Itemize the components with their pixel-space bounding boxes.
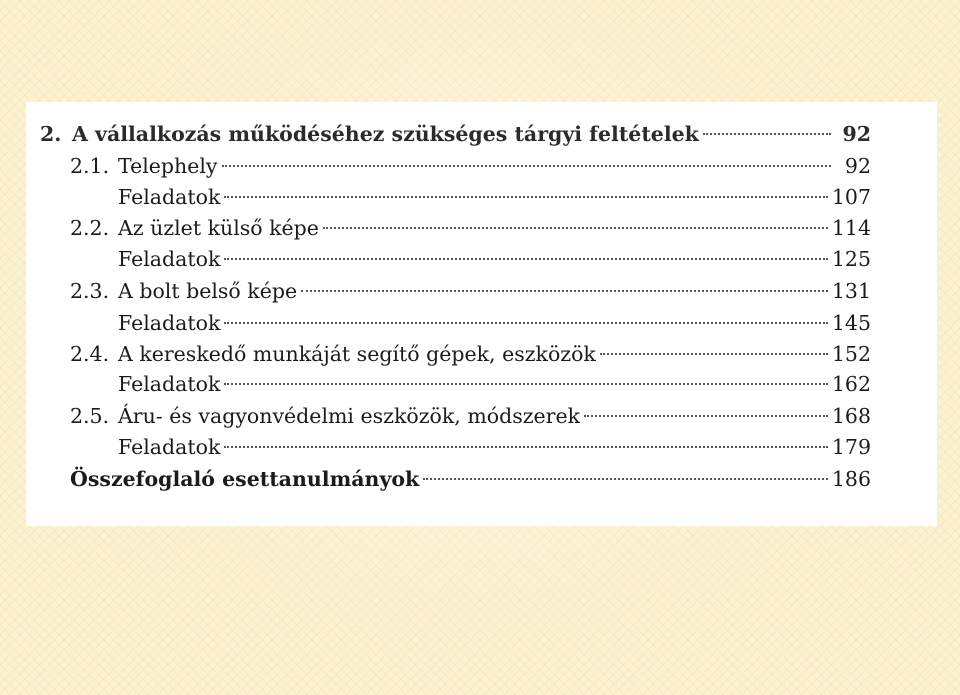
toc-row (26, 182, 871, 212)
toc-page-number: 131 (831, 279, 871, 303)
toc-leader-dots (600, 353, 828, 355)
toc-subsection-title: Feladatok (118, 311, 221, 335)
toc-row (26, 369, 871, 399)
toc-page-number: 152 (831, 342, 871, 366)
toc-page-number: 168 (831, 404, 871, 428)
toc-page-number: 179 (831, 435, 871, 459)
table-of-contents (26, 102, 937, 526)
scanned-toc-page (26, 102, 937, 526)
toc-section-title: Áru- és vagyonvédelmi eszközök, módszerek (118, 404, 581, 428)
toc-subsection-title: Feladatok (118, 372, 221, 396)
toc-page-number: 145 (831, 311, 871, 335)
toc-row (26, 244, 871, 274)
toc-summary-title: Összefoglaló esettanulmányok (70, 467, 420, 491)
toc-page-number: 92 (844, 154, 871, 178)
toc-section-number: 2.2. (70, 216, 110, 240)
toc-section-title: Telephely (118, 154, 218, 178)
toc-section-number: 2.1. (70, 154, 110, 178)
toc-row (26, 308, 871, 338)
toc-chapter-page: 92 (842, 122, 871, 146)
toc-row (26, 213, 871, 243)
toc-subsection-title: Feladatok (118, 247, 221, 271)
toc-row (26, 432, 871, 462)
toc-section-number: 2.4. (70, 342, 110, 366)
toc-row (26, 276, 871, 306)
toc-page-number: 162 (831, 372, 871, 396)
toc-leader-dots (323, 227, 828, 229)
toc-leader-dots (222, 165, 832, 167)
toc-leader-dots (224, 446, 827, 448)
toc-page-number: 125 (831, 247, 871, 271)
toc-leader-dots (584, 415, 828, 417)
toc-page-number: 107 (831, 185, 871, 209)
toc-section-number: 2.3. (70, 279, 110, 303)
toc-leader-dots (224, 383, 827, 385)
toc-section-title: Az üzlet külső képe (118, 216, 319, 240)
toc-chapter-row (26, 119, 871, 149)
toc-summary-page: 186 (831, 467, 871, 491)
toc-leader-dots (423, 478, 828, 480)
toc-leader-dots (224, 196, 827, 198)
toc-row (26, 151, 871, 181)
toc-row (26, 339, 871, 369)
toc-leader-dots (224, 322, 827, 324)
toc-section-number: 2.5. (70, 404, 110, 428)
toc-page-number: 114 (831, 216, 871, 240)
toc-section-title: A kereskedő munkáját segítő gépek, eszközök (118, 342, 596, 366)
toc-chapter-number: 2. (40, 122, 62, 146)
toc-leader-dots (224, 258, 827, 260)
toc-subsection-title: Feladatok (118, 435, 221, 459)
toc-leader-dots (301, 290, 828, 292)
toc-subsection-title: Feladatok (118, 185, 221, 209)
toc-section-title: A bolt belső képe (118, 279, 298, 303)
toc-leader-dots (703, 133, 831, 135)
toc-chapter-title: A vállalkozás működéséhez szükséges tárgyi feltételek (72, 122, 699, 146)
toc-summary-row (26, 464, 871, 494)
toc-row (26, 401, 871, 431)
